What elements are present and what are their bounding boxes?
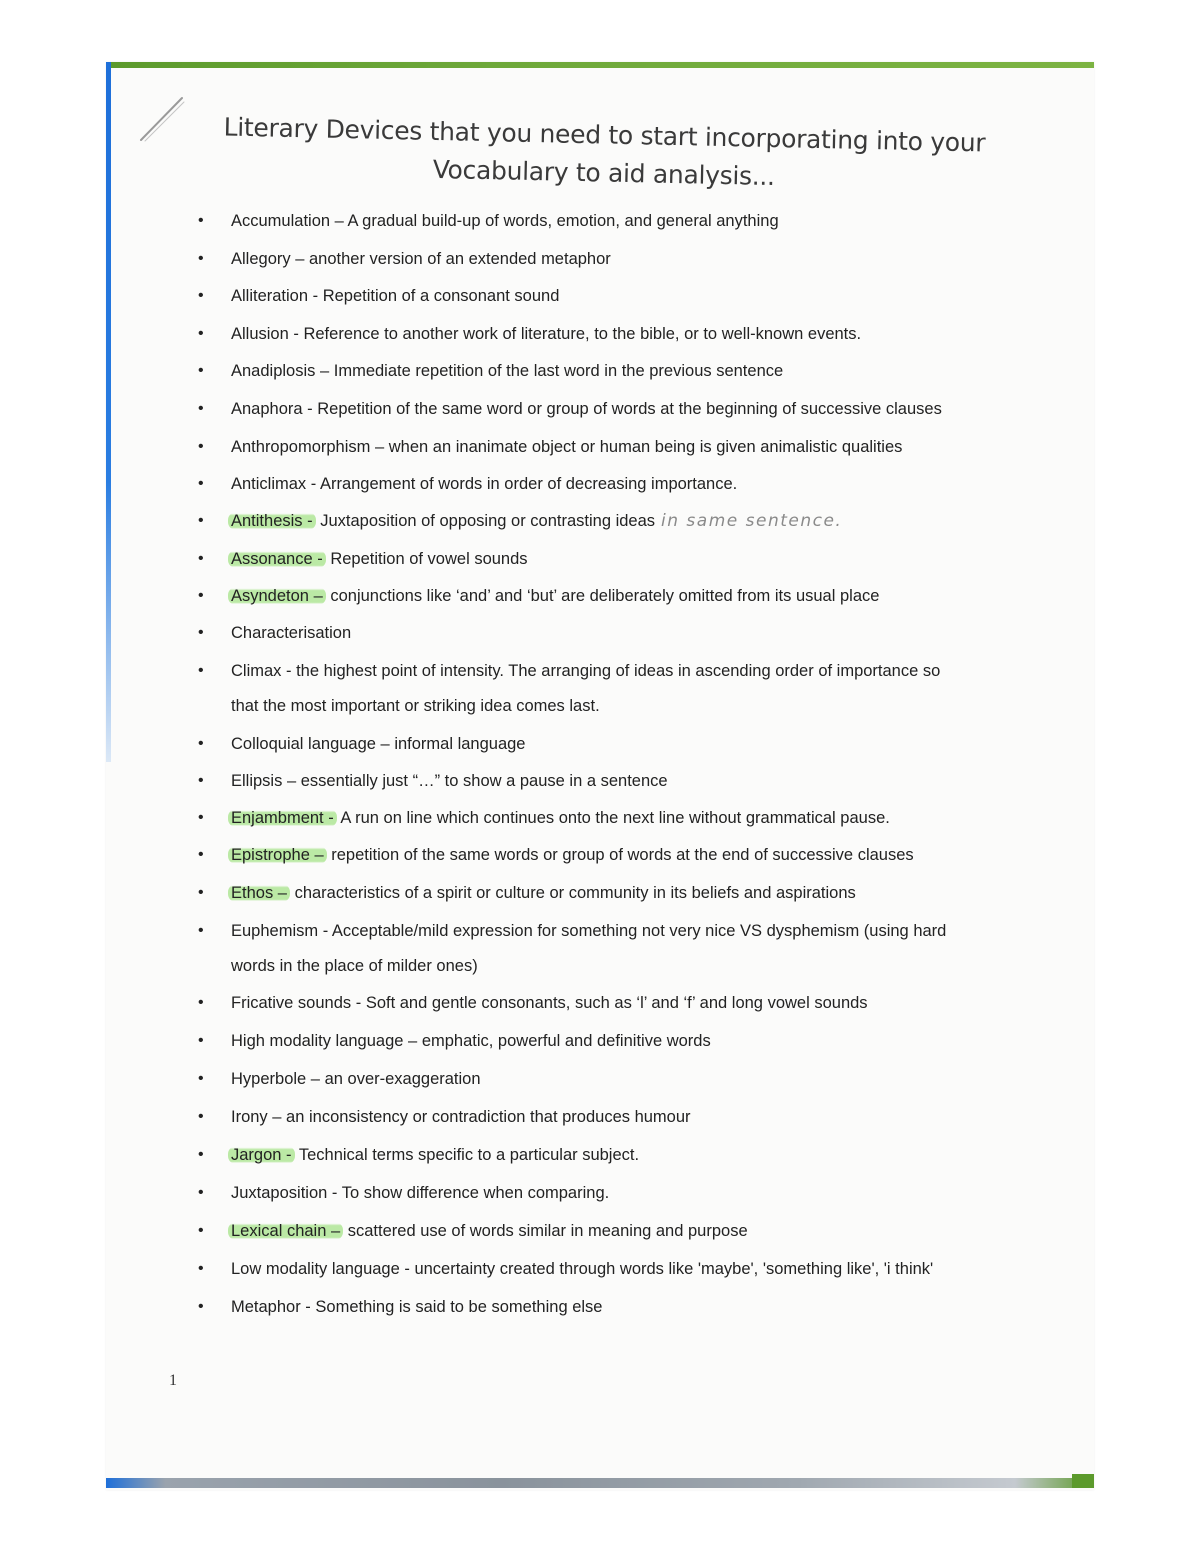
- term-separator: –: [273, 884, 287, 902]
- term-separator: -: [399, 1260, 415, 1278]
- device-term: Allusion: [231, 325, 289, 343]
- list-item-text: [231, 1296, 1031, 1318]
- bullet-icon: •: [198, 922, 204, 939]
- bullet-icon: •: [198, 438, 204, 455]
- device-definition: Repetition of the same word or group of words at the beginning of successive clauses: [317, 400, 942, 418]
- list-item-text: [231, 733, 1031, 755]
- device-term: Anaphora: [231, 400, 303, 418]
- term-separator: -: [308, 287, 323, 305]
- term-separator: –: [370, 438, 389, 456]
- term-separator: –: [315, 362, 334, 380]
- device-term: Irony: [231, 1108, 268, 1126]
- definition-continuation: that the most important or striking idea comes last.: [231, 697, 600, 715]
- page-bottom-edge: [106, 1478, 1094, 1488]
- bullet-icon: •: [198, 1032, 204, 1049]
- device-definition: Soft and gentle consonants, such as ‘l’ and ‘f’ and long vowel sounds: [365, 994, 868, 1012]
- term-separator: –: [267, 1108, 287, 1126]
- device-term: Characterisation: [231, 624, 352, 642]
- bullet-icon: •: [198, 735, 204, 752]
- device-definition: Immediate repetition of the last word in the previous sentence: [333, 362, 784, 380]
- device-definition: Reference to another work of literature, to the bible, or to well-known events.: [303, 325, 862, 343]
- device-term: Climax: [231, 662, 282, 680]
- device-definition: essentially just “…” to show a pause in a sentence: [300, 772, 668, 790]
- list-item-text: [231, 807, 1031, 829]
- device-definition: characteristics of a spirit or culture or community in its beliefs and aspirations: [294, 884, 856, 902]
- device-definition: repetition of the same words or group of words at the end of successive clauses: [331, 846, 914, 864]
- device-definition: emphatic, powerful and definitive words: [421, 1032, 711, 1050]
- device-term: Low modality language: [231, 1260, 400, 1278]
- device-term: Epistrophe: [231, 846, 310, 864]
- device-term: Hyperbole: [231, 1070, 307, 1088]
- device-definition: To show difference when comparing.: [341, 1184, 610, 1202]
- list-item-text: [231, 360, 1031, 382]
- term-separator: -: [312, 550, 323, 568]
- device-term: Enjambment: [231, 809, 324, 827]
- device-term: Accumulation: [231, 212, 331, 230]
- term-separator: -: [300, 1298, 316, 1316]
- device-term: Metaphor: [231, 1298, 301, 1316]
- term-separator: –: [308, 587, 323, 605]
- page-number: 1: [169, 1372, 177, 1389]
- bullet-icon: •: [198, 994, 204, 1011]
- device-term: High modality language: [231, 1032, 404, 1050]
- page-bottom-corner: [1072, 1474, 1094, 1488]
- device-term: Anadiplosis: [231, 362, 316, 380]
- bullet-icon: •: [198, 624, 204, 641]
- bullet-icon: •: [198, 662, 204, 679]
- device-definition: Technical terms specific to a particular subject.: [298, 1146, 640, 1164]
- list-item-text: [231, 992, 1031, 1014]
- device-definition: Juxtaposition of opposing or contrasting ideas: [320, 512, 656, 530]
- term-separator: -: [351, 994, 366, 1012]
- list-item-text: [231, 920, 1031, 942]
- term-separator: –: [403, 1032, 422, 1050]
- device-term: Juxtaposition: [231, 1184, 328, 1202]
- device-definition: Repetition of a consonant sound: [322, 287, 560, 305]
- list-item-text: [231, 1030, 1031, 1052]
- bullet-icon: •: [198, 512, 204, 529]
- title-line-2: Vocabulary to aid analysis...: [432, 154, 775, 192]
- device-definition: the highest point of intensity. The arranging of ideas in ascending order of importance so: [296, 662, 941, 680]
- device-definition: Acceptable/mild expression for something not very nice VS dysphemism (using hard: [331, 922, 947, 940]
- bullet-icon: •: [198, 212, 204, 229]
- device-term: Anticlimax: [231, 475, 307, 493]
- title-line-1: Literary Devices that you need to start incorporating into your: [223, 112, 986, 158]
- list-item-text: [231, 585, 1031, 607]
- device-definition: Repetition of vowel sounds: [330, 550, 528, 568]
- bullet-icon: •: [198, 1222, 204, 1239]
- term-separator: -: [323, 809, 334, 827]
- device-definition: scattered use of words similar in meaning and purpose: [347, 1222, 748, 1240]
- highlighted-term: [228, 1222, 343, 1240]
- bullet-icon: •: [198, 809, 204, 826]
- list-item-text: [231, 1144, 1031, 1166]
- device-definition: conjunctions like ‘and’ and ‘but’ are deliberately omitted from its usual place: [330, 587, 880, 605]
- list-item-text: [231, 323, 1031, 345]
- list-item-text: [231, 882, 1031, 904]
- term-separator: -: [302, 512, 313, 530]
- page-left-edge: [106, 62, 111, 762]
- device-definition: Arrangement of words in order of decreasing importance.: [319, 475, 738, 493]
- bullet-icon: •: [198, 325, 204, 342]
- device-definition: A run on line which continues onto the next line without grammatical pause.: [340, 809, 890, 827]
- definition-continuation: words in the place of milder ones): [231, 957, 478, 975]
- term-separator: –: [326, 1222, 341, 1240]
- list-item-text: [231, 1258, 1031, 1280]
- term-separator: –: [309, 846, 324, 864]
- device-term: Fricative sounds: [231, 994, 352, 1012]
- list-item-text: [231, 1182, 1031, 1204]
- list-item-text: [231, 1068, 1031, 1090]
- bullet-icon: •: [198, 1108, 204, 1125]
- bullet-icon: •: [198, 362, 204, 379]
- term-separator: –: [282, 772, 301, 790]
- term-separator: -: [281, 662, 297, 680]
- highlighted-term: [228, 587, 326, 605]
- highlighted-term: [228, 512, 316, 530]
- bullet-icon: •: [198, 1260, 204, 1277]
- list-item-text: [231, 285, 1031, 307]
- device-definition: A gradual build-up of words, emotion, and general anything: [347, 212, 779, 230]
- list-item-text: [231, 1106, 1031, 1128]
- term-separator: -: [306, 475, 320, 493]
- highlighted-term: [228, 884, 290, 902]
- device-term: Euphemism: [231, 922, 319, 940]
- term-separator: –: [375, 735, 395, 753]
- list-item-text: [231, 622, 1031, 644]
- page-top-edge: [106, 62, 1094, 68]
- highlighted-term: [228, 1146, 295, 1164]
- device-term: Antithesis: [231, 512, 303, 530]
- list-item-text: [231, 548, 1031, 570]
- device-term: Asyndeton: [231, 587, 309, 605]
- bullet-icon: •: [198, 846, 204, 863]
- list-item-text: [231, 510, 1031, 532]
- device-term: Ethos: [231, 884, 274, 902]
- bullet-icon: •: [198, 400, 204, 417]
- list-item-text: [231, 210, 1031, 232]
- term-separator: –: [290, 250, 309, 268]
- bullet-icon: •: [198, 250, 204, 267]
- list-item-text: [231, 660, 1031, 682]
- term-separator: -: [288, 325, 304, 343]
- device-term: Jargon: [231, 1146, 282, 1164]
- bullet-icon: •: [198, 884, 204, 901]
- bullet-icon: •: [198, 475, 204, 492]
- device-definition: when an inanimate object or human being is given animalistic qualities: [388, 438, 903, 456]
- device-definition: informal language: [394, 735, 526, 753]
- device-definition: another version of an extended metaphor: [308, 250, 611, 268]
- list-item-text: [231, 473, 1031, 495]
- list-item-text: [231, 248, 1031, 270]
- term-separator: -: [318, 922, 332, 940]
- term-separator: –: [306, 1070, 325, 1088]
- bullet-icon: •: [198, 772, 204, 789]
- term-separator: -: [302, 400, 318, 418]
- bullet-icon: •: [198, 1298, 204, 1315]
- bullet-icon: •: [198, 1146, 204, 1163]
- list-item-text: [231, 770, 1031, 792]
- pencil-stroke-mark: [136, 92, 196, 152]
- highlighted-term: [228, 846, 327, 864]
- list-item-text: [231, 398, 1031, 420]
- bullet-icon: •: [198, 1070, 204, 1087]
- device-definition: uncertainty created through words like 'maybe', 'something like', 'i think': [414, 1260, 934, 1278]
- device-term: Alliteration: [231, 287, 309, 305]
- bullet-icon: •: [198, 1184, 204, 1201]
- list-item-text: [231, 436, 1031, 458]
- device-term: Anthropomorphism: [231, 438, 371, 456]
- device-definition: Something is said to be something else: [315, 1298, 603, 1316]
- device-definition: an inconsistency or contradiction that produces humour: [286, 1108, 691, 1126]
- handwritten-note: in same sentence.: [661, 511, 843, 531]
- device-term: Colloquial language: [231, 735, 376, 753]
- device-term: Lexical chain: [231, 1222, 327, 1240]
- term-separator: -: [281, 1146, 292, 1164]
- bullet-icon: •: [198, 287, 204, 304]
- term-separator: -: [327, 1184, 342, 1202]
- term-separator: –: [330, 212, 348, 230]
- bullet-icon: •: [198, 587, 204, 604]
- device-definition: an over-exaggeration: [324, 1070, 481, 1088]
- device-term: Allegory: [231, 250, 291, 268]
- device-term: Ellipsis: [231, 772, 283, 790]
- highlighted-term: [228, 809, 337, 827]
- list-item-text: [231, 1220, 1031, 1242]
- device-term: Assonance: [231, 550, 313, 568]
- list-item-text: [231, 844, 1031, 866]
- highlighted-term: [228, 550, 326, 568]
- bullet-icon: •: [198, 550, 204, 567]
